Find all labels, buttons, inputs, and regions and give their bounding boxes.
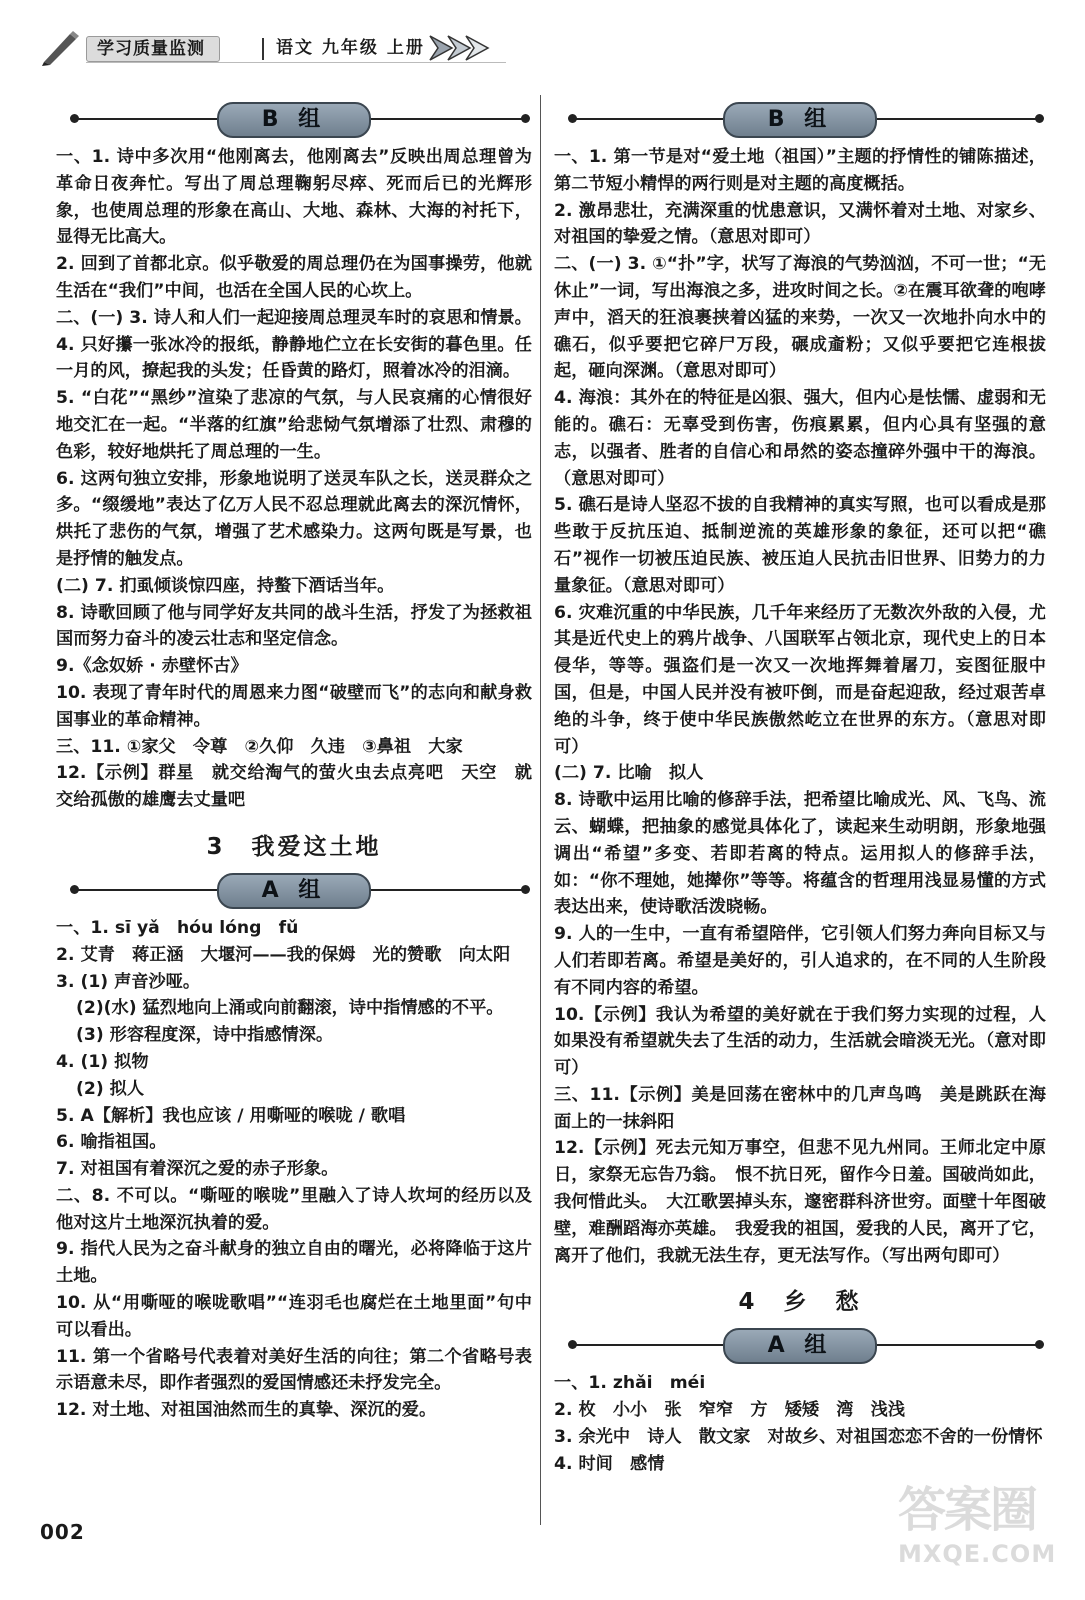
answer-item: 一、1. 第一节是对“爱土地（祖国）”主题的抒情性的铺陈描述，第二节短小精悍的两行则是对主题的高度概括。 <box>554 147 1046 194</box>
watermark <box>898 1480 1068 1590</box>
answer-item: 2. 激昂悲壮，充满深重的忧患意识，又满怀着对土地、对家乡、对祖国的挚爱之情。（意思对即可） <box>554 200 1046 248</box>
answer-item: 5. A【解析】我也应该 / 用嘶哑的喉咙 / 歌唱 <box>56 1105 406 1126</box>
page-header <box>40 30 560 66</box>
answer-item: 2. 艾青 蒋正涵 大堰河——我的保姆 光的赞歌 向太阳 <box>56 944 511 965</box>
answer-item: 10.【示例】我认为希望的美好就在于我们努力实现的过程，人如果没有希望就失去了生活的动力，生活就会暗淡无光。（意对即可） <box>554 1004 1046 1079</box>
answer-item: (2) 拟人 <box>76 1078 145 1099</box>
answer-item: 4. 时间 感情 <box>554 1453 665 1474</box>
answer-item: 二、(一) 3. ①“扑”字，状写了海浪的气势汹汹，不可一世；“无休止”一词，写出海浪之多，进攻时间之长。②在震耳欲聋的咆哮声中，滔天的狂浪裹挟着凶猛的来势，一次又一次地扑向水中的礁石，似乎要把它碎尸万段，碾成齑粉；又似乎要把它连根拔起，砸向深渊。（意思对即可） <box>554 254 1046 382</box>
group-b-label: B 组 <box>217 102 371 138</box>
answer-item: 6. 灾难沉重的中华民族，几千年来经历了无数次外敌的入侵，尤其是近代史上的鸦片战争、八国联军占领北京，现代史上的日本侵华，等等。强盗们是一次又一次地挥舞着屠刀，妄图征服中国，但是，中国人民并没有被吓倒，而是奋起迎敌，经过艰苦卓绝的斗争，终于使中华民族傲然屹立在世界的东方。（意思对即可） <box>554 602 1046 757</box>
answer-item: 三、11.【示例】美是回荡在密林中的几声鸟鸣 美是跳跃在海面上的一抹斜阳 <box>554 1084 1046 1132</box>
answer-item: 一、1. 诗中多次用“他刚离去，他刚离去”反映出周总理曾为革命日夜奔忙。写出了周总理鞠躬尽瘁、死而后已的光辉形象，也使周总理的形象在高山、大地、森林、大海的衬托下，显得无比高大。 <box>56 147 532 248</box>
answer-item: 5. 礁石是诗人坚忍不拔的自我精神的真实写照，也可以看成是那些敢于反抗压迫、抵制逆流的英雄形象的象征，还可以把“礁石”视作一切被压迫民族、被压迫人民抗击旧世界、旧势力的力量象征。（意思对即可） <box>554 495 1046 596</box>
answer-item: 3. (1) 声音沙哑。 <box>56 971 201 992</box>
double-chevron-icon <box>428 32 508 64</box>
watermark-logo: 答案圈 <box>898 1482 1037 1538</box>
answer-item: 2. 枚 小小 张 窄窄 方 矮矮 湾 浅浅 <box>554 1400 906 1421</box>
answer-item: 3. 余光中 诗人 散文家 对故乡、对祖国恋恋不舍的一份情怀 <box>554 1427 1043 1448</box>
answer-item: 12. 对土地、对祖国油然而生的真挚、深沉的爱。 <box>56 1400 437 1421</box>
answer-item: 二、8. 不可以。“嘶哑的喉咙”里融入了诗人坎坷的经历以及他对这片土地深沉执着的爱。 <box>56 1185 532 1233</box>
pen-icon <box>40 30 82 66</box>
header-divider <box>262 38 264 60</box>
group-a-header <box>56 867 532 909</box>
answer-item: 8. 诗歌中运用比喻的修辞手法，把希望比喻成光、风、飞鸟、流云、蝴蝶，把抽象的感觉具体化了，读起来生动明朗，形象地强调出“希望”多变、若即若离的特点。运用拟人的修辞手法，如：“你不理她，她撵你”等等。将蕴含的哲理用浅显易懂的方式表达出来，使诗歌活泼晓畅。 <box>554 790 1046 918</box>
answer-item: 12.【示例】死去元知万事空，但悲不见九州同。王师北定中原日，家祭无忘告乃翁。 恨不抗日死，留作今日羞。国破尚如此，我何惜此头。 大江歌罢掉头东，邃密群科济世穷。面壁十年图破壁，难酬蹈海亦英雄。 我爱我的祖国，爱我的人民，离开了它，离开了他们，我就无法生存，更无法写作。（写出两句即可） <box>554 1138 1046 1266</box>
answer-item: 4. (1) 拟物 <box>56 1051 149 1072</box>
answer-item: (3) 形容程度深，诗中指感情深。 <box>76 1025 334 1046</box>
answer-item: 8. 诗歌回顾了他与同学好友共同的战斗生活，抒发了为拯救祖国而努力奋斗的凌云壮志和坚定信念。 <box>56 602 532 650</box>
page-number: 002 <box>40 1520 85 1544</box>
answer-item: 一、1. zhǎi méi <box>554 1373 706 1394</box>
answer-item: 9. 指代人民为之奋斗献身的独立自由的曙光，必将降临于这片土地。 <box>56 1239 532 1287</box>
group-a-label: A 组 <box>217 873 371 909</box>
group-b-header <box>56 96 532 138</box>
right-column <box>554 90 1046 1478</box>
series-title: 学习质量监测 <box>86 36 220 62</box>
subject-info: 语文 九年级 上册 <box>276 38 425 58</box>
left-column <box>56 90 532 1424</box>
group-b-label: B 组 <box>723 102 877 138</box>
answer-item: 9.《念奴娇 · 赤壁怀古》 <box>56 656 248 677</box>
answer-item: (二) 7. 比喻 拟人 <box>554 763 704 784</box>
answer-item: (二) 7. 扪虱倾谈惊四座，持螯下酒话当年。 <box>56 575 395 596</box>
answer-item: 11. 第一个省略号代表着对美好生活的向往；第二个省略号表示语意未尽，即作者强烈的爱国情感还未抒发完全。 <box>56 1346 532 1394</box>
answer-item: 6. 喻指祖国。 <box>56 1132 167 1153</box>
answer-item: 三、11. ①家父 令尊 ②久仰 久违 ③鼻祖 大家 <box>56 736 463 757</box>
group-a-header <box>554 1322 1046 1364</box>
answer-item: 一、1. sī yǎ hóu lóng fǔ <box>56 917 299 938</box>
answer-item: (2)(水) 猛烈地向上涌或向前翻滚，诗中指情感的不平。 <box>76 998 504 1019</box>
answer-item: 9. 人的一生中，一直有希望陪伴，它引领人们努力奔向目标又与人们若即若离。希望是美好的，引人追求的，在不同的人生阶段有不同内容的希望。 <box>554 924 1046 998</box>
watermark-url: MXQE.COM <box>898 1540 1057 1568</box>
lesson-title: 3 我爱这土地 <box>206 833 382 860</box>
lesson-title: 4 乡 愁 <box>738 1289 862 1316</box>
group-a-label: A 组 <box>723 1328 877 1364</box>
answer-item: 12.【示例】群星 就交给淘气的萤火虫去点亮吧 天空 就交给孤傲的雄鹰去丈量吧 <box>56 763 532 811</box>
column-divider <box>540 95 541 1525</box>
answer-item: 7. 对祖国有着深沉之爱的赤子形象。 <box>56 1159 339 1180</box>
answer-item: 4. 只好攥一张冰冷的报纸，静静地伫立在长安街的暮色里。任一月的风，撩起我的头发；任昏黄的路灯，照着冰冷的泪滴。 <box>56 334 532 382</box>
answer-item: 6. 这两句独立安排，形象地说明了送灵车队之长，送灵群众之多。“缀缓地”表达了亿万人民不忍总理就此离去的深沉情怀，烘托了悲伤的气氛，增强了艺术感染力。这两句既是写景，也是抒情的触发点。 <box>56 468 532 569</box>
answer-item: 5. “白花”“黑纱”渲染了悲凉的气氛，与人民哀痛的心情很好地交汇在一起。“半落的红旗”给悲恸气氛增添了壮烈、肃穆的色彩，较好地烘托了周总理的一生。 <box>56 388 532 462</box>
answer-item: 4. 海浪：其外在的特征是凶狠、强大，但内心是怯懦、虚弱和无能的。礁石：无辜受到伤害，伤痕累累，但内心具有坚强的意志，以强者、胜者的自信心和昂然的姿态撞碎外强中干的海浪。（意思对即可） <box>554 388 1046 489</box>
answer-item: 二、(一) 3. 诗人和人们一起迎接周总理灵车时的哀思和情景。 <box>56 307 532 328</box>
group-b-header <box>554 96 1046 138</box>
answer-item: 10. 从“用嘶哑的喉咙歌唱”“连羽毛也腐烂在土地里面”句中可以看出。 <box>56 1293 532 1340</box>
answer-item: 10. 表现了青年时代的周恩来力图“破壁而飞”的志向和献身救国事业的革命精神。 <box>56 682 532 730</box>
header-rule <box>86 62 506 63</box>
answer-item: 2. 回到了首都北京。似乎敬爱的周总理仍在为国事操劳，他就生活在“我们”中间，也活在全国人民的心坎上。 <box>56 254 532 301</box>
